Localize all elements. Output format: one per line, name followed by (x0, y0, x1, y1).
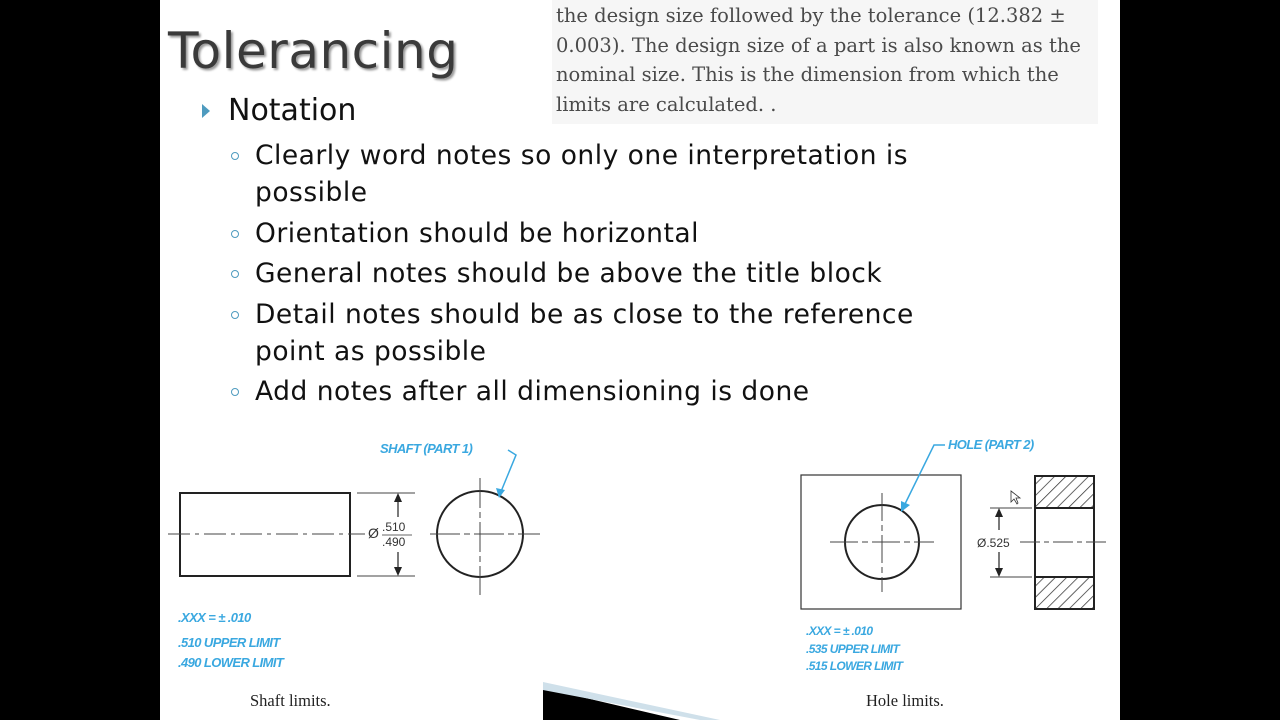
arrowhead-icon (995, 568, 1003, 577)
leader-line (500, 450, 516, 494)
sub-bullet (255, 137, 908, 211)
sub-bullet (255, 215, 699, 252)
shaft-note-tolerance: .XXX = ± .010 (178, 610, 251, 625)
sub-bullet-text: point as possible (255, 336, 487, 367)
bullet-circle-icon (231, 311, 239, 319)
sub-bullet-text: possible (255, 177, 368, 208)
hole-note-tolerance: .XXX = ± .010 (806, 624, 873, 638)
sub-bullet-text: Detail notes should be as close to the reference (255, 299, 914, 330)
bullet-arrow-icon (202, 104, 210, 118)
bullet-text: Notation (228, 93, 357, 128)
slide (160, 0, 1120, 720)
mouse-cursor-icon (1011, 491, 1020, 504)
sub-bullet (255, 373, 810, 410)
hole-note-lower: .515 LOWER LIMIT (806, 659, 903, 673)
section-hatch (1035, 577, 1094, 609)
excerpt-line: limits are calculated. . (556, 92, 777, 116)
arrowhead-icon (394, 493, 402, 502)
bullet-circle-icon (231, 152, 239, 160)
sub-bullet (255, 296, 914, 370)
hole-caption: Hole limits. (866, 691, 944, 710)
bullet-notation (228, 93, 356, 128)
bullet-circle-icon (231, 270, 239, 278)
arrowhead-icon (995, 508, 1003, 517)
excerpt-line: 0.003). The design size of a part is also known as the (556, 33, 1081, 57)
excerpt-line: nominal size. This is the dimension from which the (556, 63, 1059, 86)
bullet-circle-icon (231, 388, 239, 396)
shaft-drawing (168, 441, 540, 710)
arrowhead-icon (394, 567, 402, 576)
slide-title: Tolerancing (168, 22, 459, 80)
diameter-symbol: Ø (368, 525, 379, 541)
sub-bullet (255, 255, 882, 292)
section-hatch (1035, 476, 1094, 508)
shaft-note-upper: .510 UPPER LIMIT (178, 635, 280, 650)
shaft-caption: Shaft limits. (250, 691, 331, 710)
hole-label: HOLE (PART 2) (948, 437, 1034, 452)
sub-bullet-text: Add notes after all dimensioning is done (255, 376, 810, 407)
hole-drawing (801, 437, 1106, 710)
hole-dim: Ø.525 (977, 536, 1010, 550)
sub-bullet-text: Clearly word notes so only one interpretation is (255, 140, 909, 171)
sub-bullet-text: General notes should be above the title block (255, 258, 883, 289)
shaft-note-lower: .490 LOWER LIMIT (178, 655, 284, 670)
excerpt-line: the design size followed by the tolerance (12.382 ± (556, 4, 1066, 27)
shaft-upper-dim: .510 (382, 520, 406, 534)
shaft-label: SHAFT (PART 1) (380, 441, 473, 456)
shaft-lower-dim: .490 (382, 535, 406, 549)
bullet-circle-icon (231, 230, 239, 238)
hole-note-upper: .535 UPPER LIMIT (806, 642, 900, 656)
textbook-excerpt (552, 0, 1098, 124)
sub-bullet-text: Orientation should be horizontal (255, 218, 699, 249)
tolerance-figure (160, 420, 1120, 720)
